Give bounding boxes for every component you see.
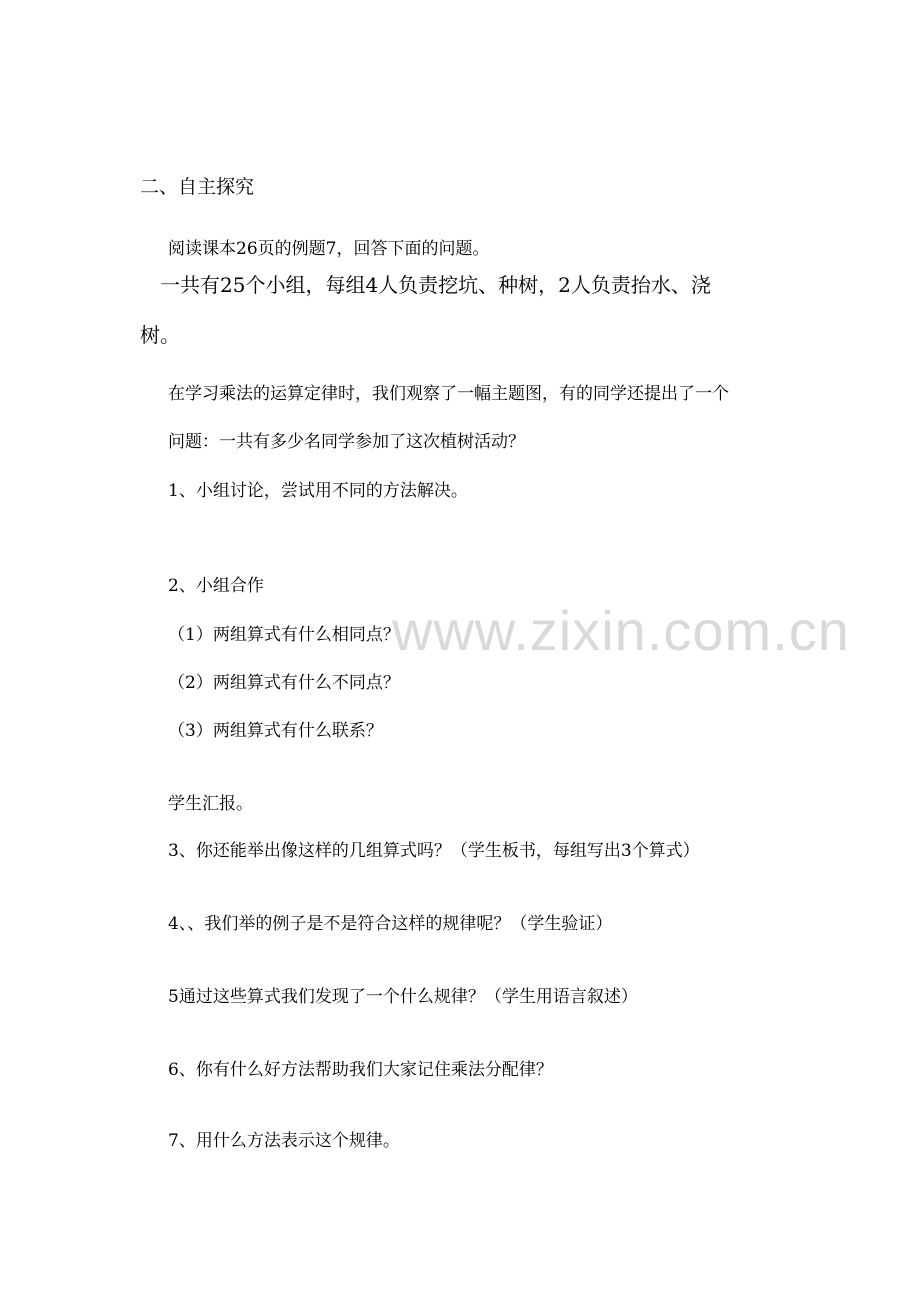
step-1: 1、小组讨论，尝试用不同的方法解决。	[168, 481, 468, 501]
problem-statement-line-1: 一共有25个小组，每组4人负责挖坑、种树，2人负责抬水、浇	[160, 273, 711, 297]
step-7: 7、用什么方法表示这个规律。	[168, 1131, 400, 1151]
intro-line-2: 问题：一共有多少名同学参加了这次植树活动？	[168, 432, 525, 452]
problem-statement-line-2: 树。	[140, 323, 180, 347]
step-2-question-1: （1）两组算式有什么相同点？	[168, 625, 400, 645]
step-2-question-3: （3）两组算式有什么联系？	[168, 721, 383, 741]
step-5: 5通过这些算式我们发现了一个什么规律？（学生用语言叙述）	[168, 987, 638, 1007]
step-4: 4、、我们举的例子是不是符合这样的规律呢？（学生验证）	[168, 914, 613, 934]
step-6: 6、你有什么好方法帮助我们大家记住乘法分配律？	[168, 1060, 553, 1080]
step-2: 2、小组合作	[168, 576, 264, 596]
intro-line-1: 在学习乘法的运算定律时，我们观察了一幅主题图，有的同学还提出了一个	[168, 384, 729, 404]
student-report: 学生汇报。	[168, 794, 253, 814]
watermark: www.zixin.com.cn	[392, 599, 850, 662]
step-3: 3、你还能举出像这样的几组算式吗？（学生板书，每组写出3个算式）	[168, 841, 700, 861]
step-2-question-2: （2）两组算式有什么不同点？	[168, 673, 400, 693]
section-title: 二、自主探究	[140, 176, 255, 198]
reading-instruction: 阅读课本26页的例题7，回答下面的问题。	[168, 239, 490, 259]
